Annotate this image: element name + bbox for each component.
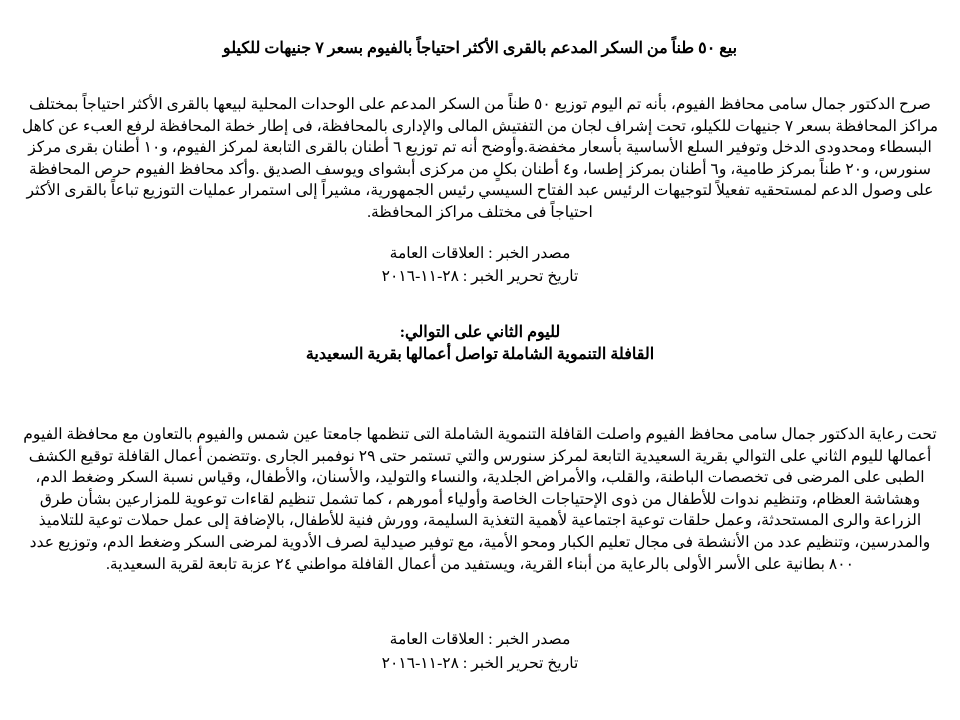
article-1-body: صرح الدكتور جمال سامى محافظ الفيوم، بأنه تم اليوم توزيع ٥٠ طناً من السكر المدعم على الوحدات المحلية لبيعها بالقرى الأكثر احتياجاً بمختلف مراكز المحافظة بسعر ٧ جنيهات للكيلو، تحت إشراف لجان من التفتيش المالى والإدارى بالمحافظة، فى إطار خطة المحافظة لرفع العبء عن كاهل البسطاء ومحدودى الدخل وتوفير السلع الأساسية بأسعار مخفضة.وأوضح أنه تم توزيع ٦ أطنان بالقرى التابعة لمركز الفيوم، و١٠ أطنان بقرى مركز سنورس، و٢٠ طناً بمركز طامية، و٦ أطنان بمركز إطسا، و٤ أطنان بكلٍ من مركزى أبشواى ويوسف الصديق .وأكد محافظ الفيوم حرص المحافظة على وصول الدعم لمستحقيه تفعيلاً لتوجيهات الرئيس عبد الفتاح السيسي رئيس الجمهورية، مشيراً إلى استمرار عمليات التوزيع تباعاً بالقرى الأكثر احتياجاً فى مختلف مراكز المحافظة. [21,96,939,221]
article-2-kicker: لليوم الثاني على التوالي: [399,324,561,341]
article-1-date: تاريخ تحرير الخبر : ٢٨-١١-٢٠١٦ [381,268,579,285]
article-2-body: تحت رعاية الدكتور جمال سامى محافظ الفيوم واصلت القافلة التنموية الشاملة التى تنظمها جامعتا عين شمس والفيوم بالتعاون مع محافظة الفيوم أعمالها لليوم الثاني على التوالي بقرية السعيدية التابعة لمركز سنورس والتي تستمر حتى ٢٩ نوفمبر الجارى .وتتضمن أعمال القافلة توقيع الكشف الطبى على المرضى فى تخصصات الباطنة، والقلب، والأمراض الجلدية، والنساء والتوليد، والأسنان، والأطفال، وقياس نسبة السكر وضغط الدم، وهشاشة العظام، وتنظيم ندوات للأطفال من ذوى الإحتياجات الخاصة وأولياء أمورهم ، كما تشمل تنظيم لقاءات توعوية للمزارعين بشأن طرق الزراعة والرى المستحدثة، وعمل حلقات توعية اجتماعية لأهمية التغذية السليمة، وورش فنية للأطفال، بالإضافة إلى عمل حملات توعية للتلاميذ والمدرسين، وتنظيم عدد من الأنشطة فى مجال تعليم الكبار ومحو الأمية، مع توفير صيدلية لصرف الأدوية لمرضى السكر وضغط الدم، وتوزيع عدد ٨٠٠ بطانية على الأسر الأولى بالرعاية من أبناء القرية، ويستفيد من أعمال القافلة مواطني ٢٤ عزبة تابعة لقرية السعيدية. [23,426,937,573]
article-2-source: مصدر الخبر : العلاقات العامة [389,631,571,648]
article-1-title: بيع ٥٠ طناً من السكر المدعم بالقرى الأكثر احتياجاً بالفيوم بسعر ٧ جنيهات للكيلو [222,40,738,57]
article-1-source: مصدر الخبر : العلاقات العامة [389,245,571,262]
article-2-title: القافلة التنموية الشاملة تواصل أعمالها بقرية السعيدية [305,346,655,363]
article-2-date: تاريخ تحرير الخبر : ٢٨-١١-٢٠١٦ [381,655,579,672]
